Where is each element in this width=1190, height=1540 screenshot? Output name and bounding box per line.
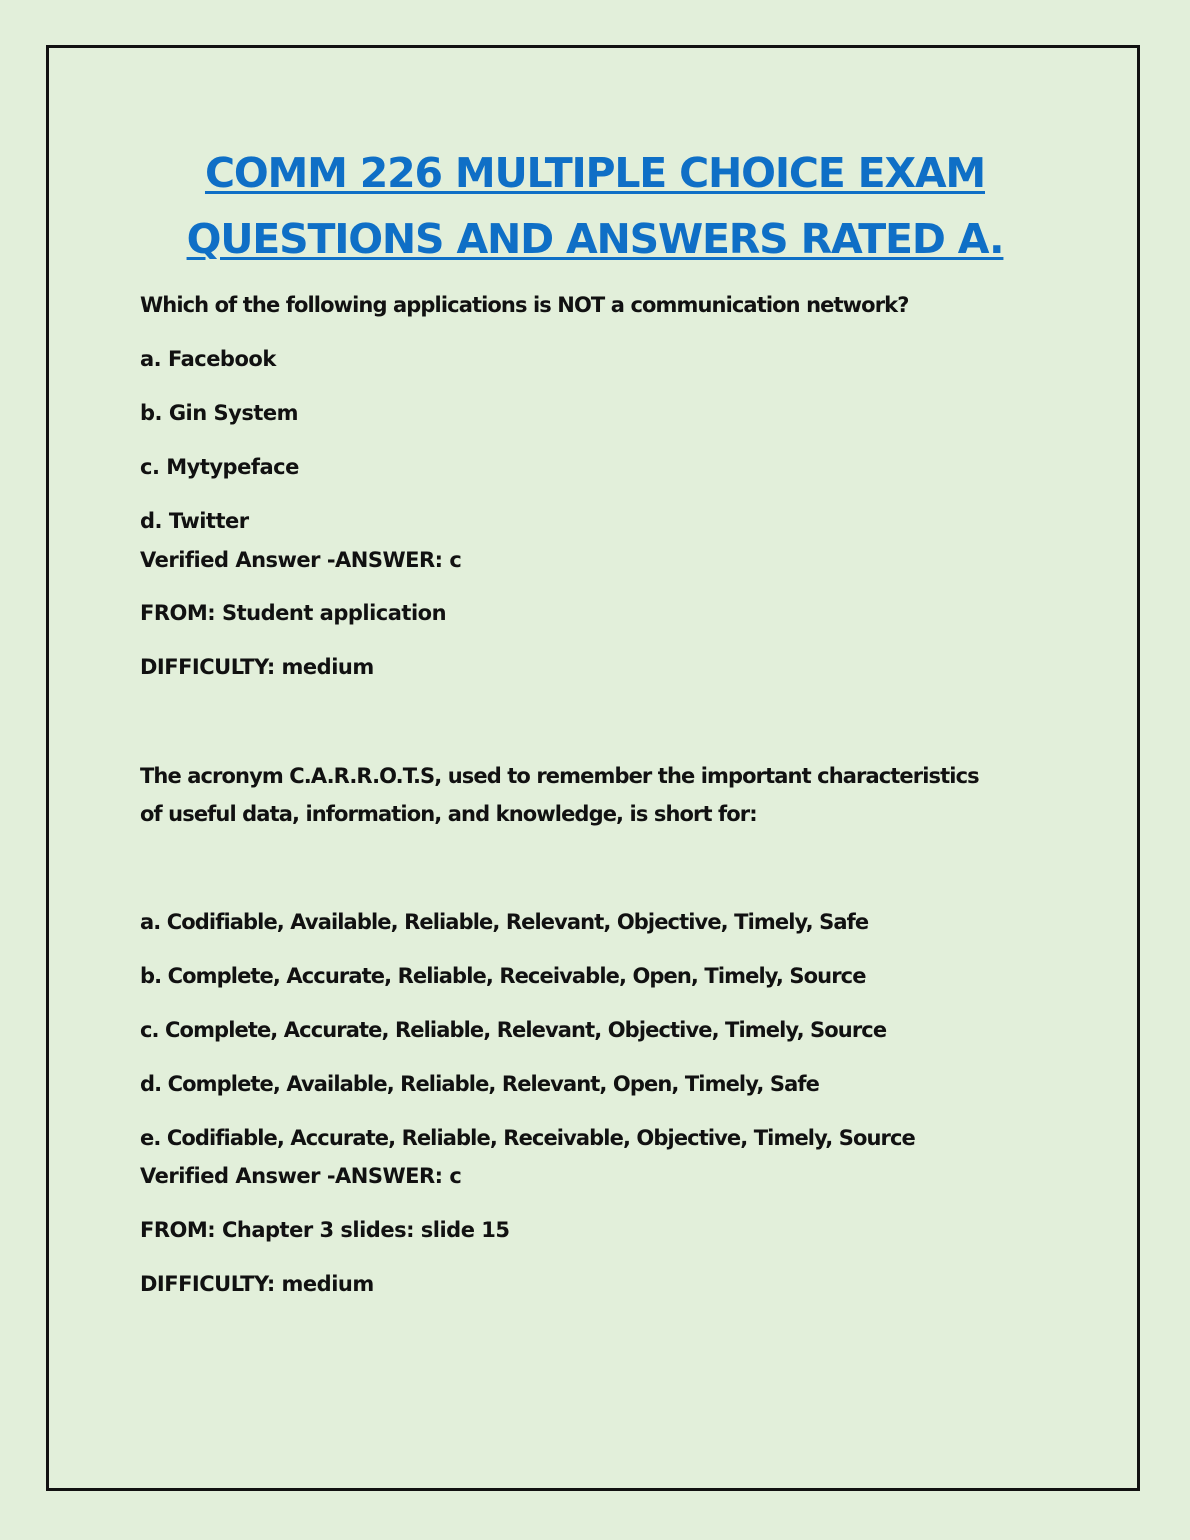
q2-answer: Verified Answer -ANSWER: c: [140, 1164, 462, 1188]
q2-difficulty: DIFFICULTY: medium: [140, 1272, 374, 1296]
title-line-2: QUESTIONS AND ANSWERS RATED A.: [186, 215, 1004, 263]
q2-option-e: e. Codifiable, Accurate, Reliable, Receivable, Objective, Timely, Source: [140, 1126, 915, 1150]
q1-answer: Verified Answer -ANSWER: c: [140, 548, 462, 572]
title-line-1: COMM 226 MULTIPLE CHOICE EXAM: [204, 149, 985, 197]
q1-question: Which of the following applications is NOT a communication network?: [140, 293, 909, 317]
q1-option-b: b. Gin System: [140, 401, 298, 425]
q2-option-b: b. Complete, Accurate, Reliable, Receivable, Open, Timely, Source: [140, 964, 866, 988]
q1-source: FROM: Student application: [140, 601, 447, 625]
document-title: [0, 140, 1190, 272]
q2-question-line-2: of useful data, information, and knowledge, is short for:: [140, 802, 757, 826]
q2-source: FROM: Chapter 3 slides: slide 15: [140, 1218, 510, 1242]
q2-option-c: c. Complete, Accurate, Reliable, Relevant, Objective, Timely, Source: [140, 1018, 887, 1042]
q1-option-d: d. Twitter: [140, 509, 249, 533]
q2-question-line-1: The acronym C.A.R.R.O.T.S, used to remember the important characteristics: [140, 764, 979, 788]
q2-option-d: d. Complete, Available, Reliable, Relevant, Open, Timely, Safe: [140, 1072, 819, 1096]
q2-option-a: a. Codifiable, Available, Reliable, Relevant, Objective, Timely, Safe: [140, 910, 869, 934]
q1-option-a: a. Facebook: [140, 347, 276, 371]
q1-option-c: c. Mytypeface: [140, 455, 299, 479]
q1-difficulty: DIFFICULTY: medium: [140, 655, 374, 679]
